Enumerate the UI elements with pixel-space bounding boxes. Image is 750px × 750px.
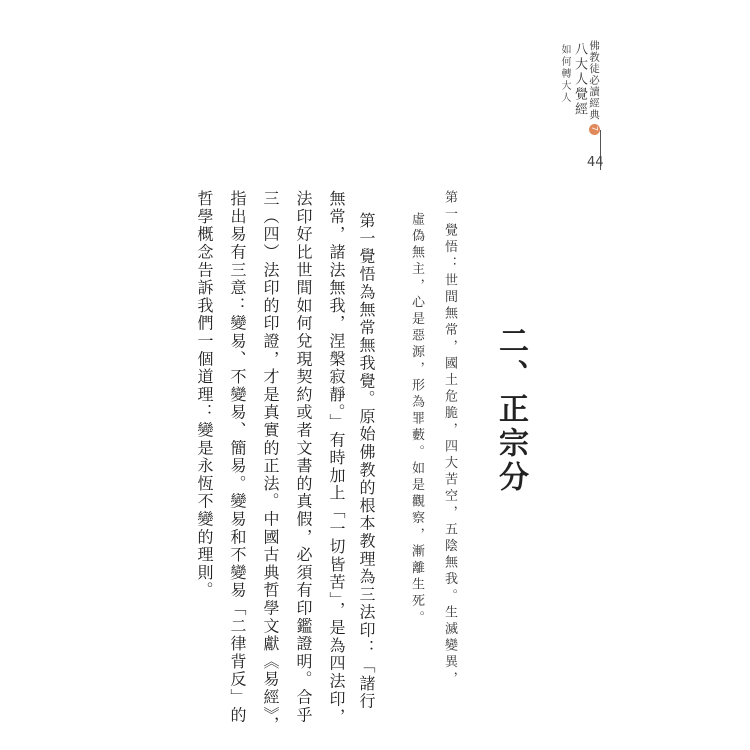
- prose-line-4: 三（四）法印的印證，才是真實的正法。中國古典哲學文獻《易經》，: [261, 190, 280, 734]
- series-number-badge: 7: [589, 124, 600, 135]
- section-heading: 二、正宗分: [493, 325, 528, 495]
- page-number: 44: [587, 155, 604, 170]
- series-label: 佛教徒必讀經典: [588, 40, 600, 121]
- prose-line-6: 哲學概念告訴我們一個道理：變是永恆不變的理則。: [195, 190, 214, 600]
- book-subtitle: 如何轉大人: [559, 44, 570, 104]
- series-title: [588, 40, 600, 135]
- prose-line-5: 指出易有三意：變易、不變易、簡易。變易和不變易「二律背反」的: [228, 190, 247, 724]
- verse-line-1: 第一覺悟：世間無常，國土危脆，四大苦空，五陰無我。生滅變異，: [442, 190, 457, 688]
- prose-line-2: 無常，諸法無我，涅槃寂靜。」有時加上「一切皆苦」，是為四法印，: [327, 190, 346, 726]
- prose-line-3: 法印好比世間如何兌現契約或者文書的真假，必須有印鑑證明。合乎: [294, 190, 313, 724]
- verse-line-2: 虛偽無主，心是惡源，形為罪藪。如是觀察，漸離生死。: [409, 212, 424, 627]
- prose-line-1: 第一覺悟為無常無我覺。原始佛教的根本教理為三法印：「諸行: [357, 212, 376, 711]
- book-title: 八大人覺經: [572, 42, 587, 117]
